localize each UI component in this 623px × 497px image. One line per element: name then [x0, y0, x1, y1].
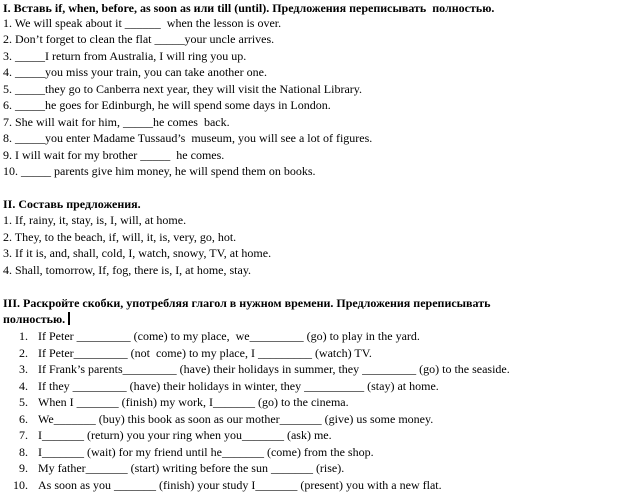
section1-item-3: 3. _____I return from Australia, I will ring you up.	[3, 49, 247, 63]
section3-heading-line1: III. Раскройте скобки, употребляя глагол в нужном времени. Предложения переписывать	[3, 296, 491, 310]
section3-item-3-number: 3.	[19, 362, 28, 376]
section3-heading-line2	[3, 311, 70, 327]
section1-item-5: 5. _____they go to Canberra next year, they will visit the National Library.	[3, 82, 362, 96]
section1-item-2: 2. Don’t forget to clean the flat _____your uncle arrives.	[3, 32, 275, 46]
section2-item-2: 2. They, to the beach, if, will, it, is, very, go, hot.	[3, 230, 237, 244]
section1-heading: I. Вставь if, when, before, as soon as или till (until). Предложения переписывать полностью.	[3, 1, 495, 15]
section1-item-10: 10. _____ parents give him money, he will spend them on books.	[3, 164, 316, 178]
section3-item-5-number: 5.	[19, 395, 28, 409]
text-cursor	[68, 312, 70, 325]
section2-item-3: 3. If it is, and, shall, cold, I, watch, snowy, TV, at home.	[3, 246, 272, 260]
section3-item-4-text: If they _________ (have) their holidays in winter, they __________ (stay) at home.	[38, 379, 439, 393]
section3-item-10-text: As soon as you _______ (finish) your study I_______ (present) you with a new flat.	[38, 478, 442, 492]
section3-item-9-number: 9.	[19, 461, 28, 475]
section3-item-4-number: 4.	[19, 379, 28, 393]
section3-item-3-text: If Frank’s parents_________ (have) their holidays in summer, they _________ (go) to the seaside.	[38, 362, 510, 376]
section3-item-8-text: I_______ (wait) for my friend until he_______ (come) from the shop.	[38, 445, 374, 459]
section1-item-7: 7. She will wait for him, _____he comes back.	[3, 115, 230, 129]
section1-item-6: 6. _____he goes for Edinburgh, he will spend some days in London.	[3, 98, 331, 112]
section3-item-6-number: 6.	[19, 412, 28, 426]
section1-item-4: 4. _____you miss your train, you can take another one.	[3, 65, 267, 79]
section3-item-10-number: 10.	[13, 478, 28, 492]
section3-item-2-number: 2.	[19, 346, 28, 360]
section3-item-6-text: We_______ (buy) this book as soon as our mother_______ (give) us some money.	[38, 412, 434, 426]
section1-item-8: 8. _____you enter Madame Tussaud’s museum, you will see a lot of figures.	[3, 131, 373, 145]
section3-item-2-text: If Peter_________ (not come) to my place, I _________ (watch) TV.	[38, 346, 372, 360]
section3-heading-line2-text: полностью.	[3, 312, 66, 326]
section3-item-5-text: When I _______ (finish) my work, I_______ (go) to the cinema.	[38, 395, 349, 409]
section3-item-7-text: I_______ (return) you your ring when you_______ (ask) me.	[38, 428, 332, 442]
section3-item-1-number: 1.	[19, 329, 28, 343]
section1-item-9: 9. I will wait for my brother _____ he comes.	[3, 148, 225, 162]
section1-item-1: 1. We will speak about it ______ when the lesson is over.	[3, 16, 282, 30]
section3-item-1-text: If Peter _________ (come) to my place, we_________ (go) to play in the yard.	[38, 329, 420, 343]
section3-item-9-text: My father_______ (start) writing before the sun _______ (rise).	[38, 461, 345, 475]
section3-item-8-number: 8.	[19, 445, 28, 459]
section2-item-4: 4. Shall, tomorrow, If, fog, there is, I, at home, stay.	[3, 263, 252, 277]
section2-item-1: 1. If, rainy, it, stay, is, I, will, at home.	[3, 213, 187, 227]
section2-heading: II. Составь предложения.	[3, 197, 141, 211]
section3-item-7-number: 7.	[19, 428, 28, 442]
